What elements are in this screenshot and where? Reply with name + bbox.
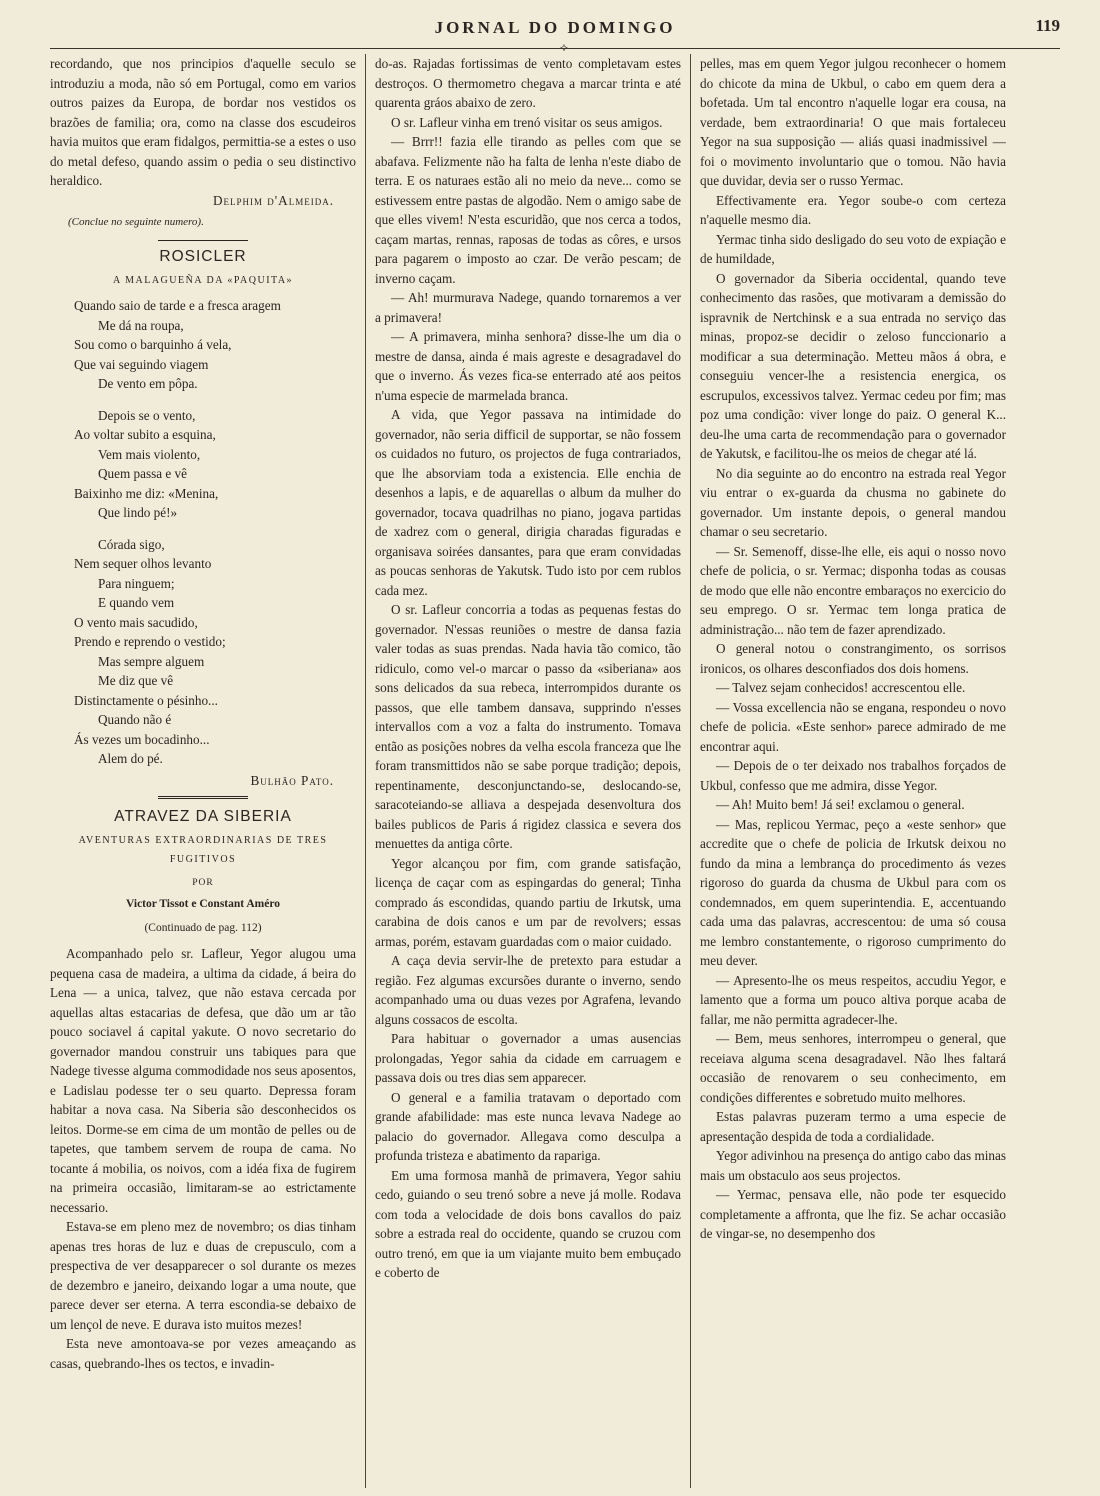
paragraph: — Bem, meus senhores, interrompeu o general, que receiava alguma scena desagradavel. Não lhes faltará occasião de renovarem o seu conhecimento, em condições differentes e sobretudo muito melhores. xyxy=(700,1031,1006,1105)
paragraph: — Apresento-lhe os meus respeitos, accudiu Yegor, e lamento que a forma um pouco altiva porque acaba de fallar, me não permitta agradecer-lhe. xyxy=(700,972,1006,1027)
paragraph: Para habituar o governador a umas ausencias prolongadas, Yegor sahia da cidade em carruagem e passava dois ou tres dias sem apparecer. xyxy=(375,1031,681,1085)
masthead xyxy=(50,14,1060,50)
poem-line: Ás vezes um bocadinho... xyxy=(74,731,210,747)
paragraph: Acompanhado pelo sr. Lafleur, Yegor alugou uma pequena casa de madeira, a ultima da cidade, á beira do Lena — a unica, talvez, que não estava cercada por aquellas altas estacarias de defesa, que dão um ar tão pouco sociavel á capital yakute. O novo secretario do governador mandou construir uns tabiques para que Nadege tivesse alguma commodidade nos seus aposentos, e Ladislau podesse ter o seu quarto. Depressa foram habitar a nova casa. Na Siberia são desconhecidos os leitos. Dorme-se em cima de um montão de pelles ou de tapetes, que tambem servem de roupa de cama. No tocante á mobilia, os noivos, com a idéa fixa de fugirem na primeira occasião, limitaram-se ao estrictamente necessario. xyxy=(50,946,356,1215)
paragraph: pelles, mas em quem Yegor julgou reconhecer o homem do chicote da mina de Ukbul, o cabo em quem dera a bofetada. Um tal encontro n'aquelle logar era cousa, na verdade, bem extraordinaria! O que mais fortaleceu Yegor na sua supposição — aliás quasi inadmissivel — foi o movimento involuntario que o tomou. Não havia que duvidar, devia ser o russo Yermac. xyxy=(700,56,1006,188)
paragraph: — Mas, replicou Yermac, peço a «este senhor» que accredite que o chefe de policia de Irkutsk deixou no fundo da mina a lembrança do procedimento ás vezes rigoroso do guarda da chusma de Ukbul para com os condemnados, em quem superintendia. E, accentuando cada uma das palavras, accrescentou: de uma só cousa me lembro constantemente, o rigoroso cumprimento do meu dever. xyxy=(700,816,1006,968)
poem-line: Me diz que vê xyxy=(98,673,174,688)
column-3 xyxy=(700,54,1006,1496)
paragraph: — Yermac, pensava elle, não pode ter esquecido completamente a affronta, que lhe fiz. Se achar occasião de vingar-se, no desempenho dos xyxy=(700,1187,1006,1241)
paragraph: Effectivamente era. Yegor soube-o com certeza n'aquelle mesmo dia. xyxy=(700,192,1006,227)
paragraph: Em uma formosa manhã de primavera, Yegor sahiu cedo, guiando o seu trenó sobre a neve já molle. Rodava com toda a velocidade de dois bons cavallos do paiz sobre a estrada real do occidente, quando se cruzou com outro trenó, em que ia um viajante muito bem embuçado e coberto de xyxy=(375,1167,681,1280)
paragraph: O sr. Lafleur concorria a todas as pequenas festas do governador. N'essas reuniões o mestre de dansa fazia valer todas as suas prendas. Nada havia tão comico, tão ridiculo, como vel-o marcar o passo da «siberiana» aos sons delicados da sua rebeca, interrompidos durante os passos, que elle tambem dansava, supprindo n'esses intervallos com a voz a falta do instrumento. Tomava então as posições nobres da velha escola franceza que lhe foram transmittidos não se sabe porque tradição; depois, repentinamente, desconjunctando-se, deslocando-se, saracoteiando-se alliava a despejada desenvoltura dos bailes publicos de Paris á rigidez classica e severa dos menuettes da antiga côrte. xyxy=(375,602,681,851)
paragraph: A caça devia servir-lhe de pretexto para estudar a região. Fez algumas excursões durante o inverno, sendo acompanhado uma ou duas vezes por Agrafena, levando alguns cossacos de escolta. xyxy=(375,953,681,1027)
article-authors: Victor Tissot e Constant Améro xyxy=(126,898,280,910)
paragraph: — A primavera, minha senhora? disse-lhe um dia o mestre de dansa, ainda é mais agreste e desagradavel do que o inverno. Ás vezes fica-se enterrado até aos peitos n'uma especie de marmelada branca. xyxy=(375,329,681,403)
paragraph: — Sr. Semenoff, disse-lhe elle, eis aqui o nosso novo chefe de policia, o sr. Yermac; disponha todas as cousas de modo que elle não encontre embaraços no exercicio do seu emprego. O sr. Yermac tem longa pratica de administração... não tem de fazer aprendizado. xyxy=(700,543,1006,637)
paragraph: No dia seguinte ao do encontro na estrada real Yegor viu entrar o ex-guarda da chusma no gabinete do governador. Um instante depois, o general mandou chamar o seu secretario. xyxy=(700,465,1006,539)
poem-line: De vento em pôpa. xyxy=(98,376,198,391)
poem-line: O vento mais sacudido, xyxy=(74,614,198,630)
poem-line: Quem passa e vê xyxy=(98,466,187,481)
poem xyxy=(74,296,356,769)
header-rule xyxy=(50,48,1060,49)
poem-line: Distinctamente o pésinho... xyxy=(74,692,218,708)
section-rule xyxy=(158,796,248,801)
paragraph: — Depois de o ter deixado nos trabalhos forçados de Ukbul, confesso que me admira, disse Yegor. xyxy=(700,758,1006,793)
paragraph: Estava-se em pleno mez de novembro; os dias tinham apenas tres horas de luz e duas de crepusculo, com a prespectiva de ver desapparecer o sol durante os mezes de dezembro e janeiro, deixando logar a uma noute, que parece dever ser eterna. A terra escondia-se debaixo de um lençol de neve. E durava isto muitos mezes! xyxy=(50,1219,356,1332)
poem-subtitle: A MALAGUEÑA DA «PAQUITA» xyxy=(112,274,294,286)
paragraph: recordando, que nos principios d'aquelle seculo se introduziu a moda, não só em Portugal, como em varios outros paizes da Europa, de bordar nos vestidos os brazões de familia; ora, como na classe dos escudeiros havia muitos que eram fidalgos, permittia-se a estes o uso do metal defeso, quando assim o pedia o seu distinctivo heraldico. xyxy=(50,56,356,188)
paragraph: O general e a familia tratavam o deportado com grande afabilidade: mas este nunca levava Nadege ao palacio do governador. Allegava como desculpa a profunda tristeza e abatimento da rapariga. xyxy=(375,1089,681,1163)
poem-line: Baixinho me diz: «Menina, xyxy=(74,485,219,501)
paragraph: A vida, que Yegor passava na intimidade do governador, não seria difficil de supportar, se não fossem os cuidados no futuro, os projectos de fuga contrariados, que lhe absorviam toda a existencia. Elle enchia de desenhos a lapis, e de aquarellas o album da mulher do governador, tocava quadrilhas no piano, jogava partidas de xadrez com o general, dirigia charadas figuradas e organisava soirées dansantes, para que eram convidadas as poucas senhoras de Yakutsk. Tudo isto por cem rublos cada mez. xyxy=(375,407,681,598)
poem-line: Que lindo pé!» xyxy=(98,505,178,520)
paragraph: — Brrr!! fazia elle tirando as pelles com que se abafava. Felizmente não ha falta de lenha n'este diabo de terra. E os naturaes estão ali no meio da neve... como se estivessem entre pastas de algodão. Nem o amigo sabe de que elles vivem! N'esta escuridão, que nos cerca a todos, caçam martas, rennas, raposas de todas as côres, e ursos para pagarem o imposto ao czar. De verão pescam; de inverno caçam. xyxy=(375,134,681,286)
paragraph: O sr. Lafleur vinha em trenó visitar os seus amigos. xyxy=(391,114,663,130)
poem-line: Para ninguem; xyxy=(98,575,175,591)
column-divider xyxy=(690,54,691,1488)
article-title: ATRAVEZ DA SIBERIA xyxy=(114,808,292,825)
poem-line: Que vai seguindo viagem xyxy=(74,356,209,372)
poem-line: Mas sempre alguem xyxy=(98,653,205,669)
paragraph: Esta neve amontoava-se por vezes ameaçando as casas, quebrando-lhes os tectos, e invadin- xyxy=(50,1336,356,1371)
paragraph: Estas palavras puzeram termo a uma especie de apresentação despida de toda a cordialidade. xyxy=(700,1109,1006,1144)
poem-line: Ao voltar subito a esquina, xyxy=(74,427,216,442)
paragraph: Yermac tinha sido desligado do seu voto de expiação e de humildade, xyxy=(700,231,1006,266)
signature: Bulhão Pato. xyxy=(250,772,334,788)
paragraph: — Ah! Muito bem! Já sei! exclamou o general. xyxy=(716,797,965,812)
poem-line: Alem do pé. xyxy=(98,751,163,766)
column-divider xyxy=(365,54,366,1488)
paragraph: — Vossa excellencia não se engana, respondeu o novo chefe de policia. «Este senhor» parece admirado de me encontrar aqui. xyxy=(700,699,1006,754)
page-number: 119 xyxy=(1035,16,1060,35)
article-por: POR xyxy=(192,877,214,888)
poem-line: Depois se o vento, xyxy=(98,407,196,423)
section-rule xyxy=(158,240,248,241)
column-2 xyxy=(375,54,681,1496)
poem-line: Me dá na roupa, xyxy=(98,317,184,333)
poem-title: ROSICLER xyxy=(159,248,247,265)
paragraph: — Talvez sejam conhecidos! accrescentou elle. xyxy=(716,680,966,695)
poem-line: Sou como o barquinho á vela, xyxy=(74,337,232,352)
paragraph: do-as. Rajadas fortissimas de vento completavam estes destroços. O thermometro chegava a marcar trinta e até quarenta gráos abaixo de zero. xyxy=(375,56,681,110)
journal-title: JORNAL DO DOMINGO xyxy=(434,18,676,37)
paragraph: Yegor adivinhou na presença do antigo cabo das minas mais um obstaculo aos seus projectos. xyxy=(700,1148,1006,1183)
article-subtitle: AVENTURAS EXTRAORDINARIAS DE TRES FUGITIVOS xyxy=(78,834,328,865)
poem-line: Vem mais violento, xyxy=(98,446,201,462)
poem-line: Nem sequer olhos levanto xyxy=(74,556,212,571)
paragraph: O general notou o constrangimento, os sorrisos ironicos, os olhares desconfiados dos dois homens. xyxy=(700,641,1006,676)
continuation-note: (Continuado de pag. 112) xyxy=(144,921,262,934)
paragraph: Yegor alcançou por fim, com grande satisfação, licença de caçar com as espingardas do general; Tinha comprado ás escondidas, quando partiu de Irkutsk, uma carabina de dois canos e um par de revolvers; essas armas, porém, estavam guardadas com o maior cuidado. xyxy=(375,855,681,949)
poem-line: E quando vem xyxy=(98,595,175,610)
paragraph: O governador da Siberia occidental, quando teve conhecimento das rasões, que motivaram a demissão do ispravnik de Nertchinsk e a sua entrada no serviço das minas, propoz-se decidir o zeloso funccionario a modificar a sua determinação. Metteu mãos á obra, e conseguiu vencer-lhe a resistencia energica, os escrupulos, excessivos talvez. Yermac cedeu por fim; mas poz uma condição: viver longe do paiz. O general K... deu-lhe uma carta de recommendação para o governador de Yakutsk, e facilitou-lhe os meios de chegar até lá. xyxy=(700,270,1006,461)
signature: Delphim d'Almeida. xyxy=(212,192,334,208)
header-ornament: ⟡ xyxy=(560,40,568,54)
paragraph: — Ah! murmurava Nadege, quando tornaremos a ver a primavera! xyxy=(375,290,681,325)
continuation-note: (Conclue no seguinte numero). xyxy=(68,216,204,228)
poem-line: Quando saio de tarde e a fresca aragem xyxy=(74,298,281,313)
poem-line: Córada sigo, xyxy=(98,536,165,552)
poem-line: Prendo e reprendo o vestido; xyxy=(74,634,226,649)
column-1 xyxy=(50,54,356,1496)
poem-line: Quando não é xyxy=(98,712,172,727)
